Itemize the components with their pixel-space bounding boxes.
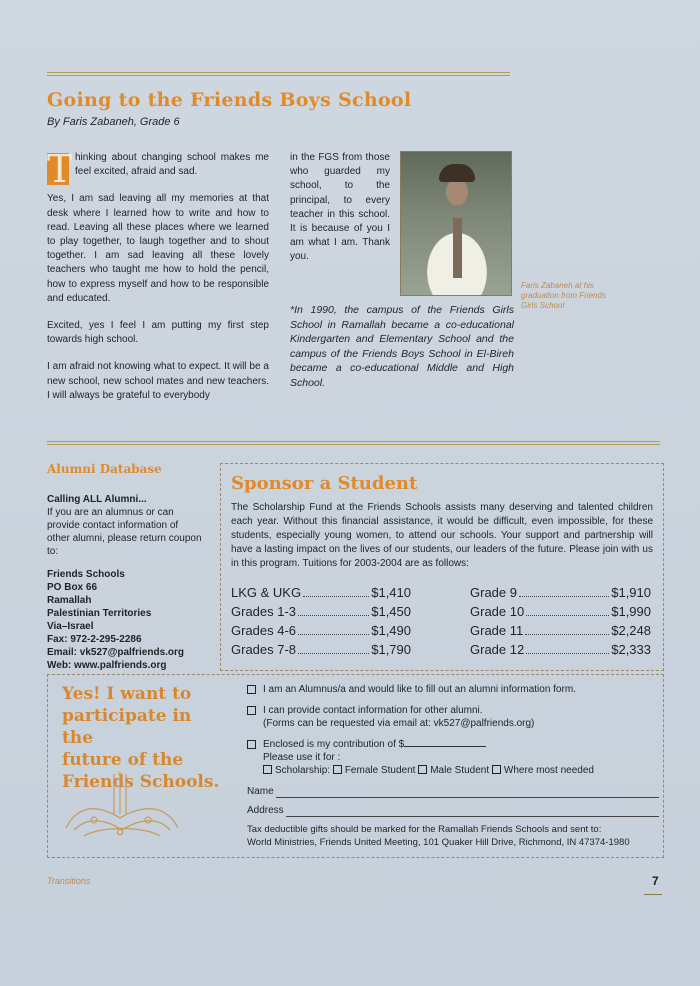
tuition-row: Grade 11 $2,248 xyxy=(470,623,651,638)
address-line: Via–Israel xyxy=(47,621,94,632)
tax-address: World Ministries, Friends United Meeting, 101 Quaker Hill Drive, Richmond, IN 47374-1980 xyxy=(247,837,630,848)
article-paragraph: T hinking about changing school makes me feel excited, afraid and sad. xyxy=(47,147,269,191)
alumni-body: If you are an alumnus or can provide contact information of other alumni, please return coupon to: xyxy=(47,507,202,557)
checkbox[interactable] xyxy=(247,740,256,749)
drop-cap: T xyxy=(47,147,73,191)
tax-note: Tax deductible gifts should be marked for the Ramallah Friends Schools and sent to: xyxy=(247,824,602,835)
page-number: 7 xyxy=(652,874,659,888)
tuition-row: Grade 9 $1,910 xyxy=(470,585,651,600)
campus-footnote: *In 1990, the campus of the Friends Girls School in Ramallah became a co-educational Kindergarten and Elementary School and the campus of the Friends Boys School in El-Bireh became a co-educational Middle and High School. xyxy=(290,304,514,389)
address-field[interactable]: Address xyxy=(247,804,659,817)
name-field[interactable]: Name xyxy=(247,785,659,798)
calligraphy-emblem xyxy=(60,770,184,842)
tuition-list-right xyxy=(470,583,651,659)
tuition-row: Grade 10 $1,990 xyxy=(470,604,651,619)
address-line: Friends Schools xyxy=(47,569,125,580)
article-col-left xyxy=(47,147,269,416)
address-line: Palestinian Territories xyxy=(47,608,152,619)
tuition-row: Grades 7-8 $1,790 xyxy=(231,642,411,657)
web-line[interactable]: Web: www.palfriends.org xyxy=(47,660,167,671)
alumni-calling: Calling ALL Alumni... xyxy=(47,494,147,505)
address-line: Ramallah xyxy=(47,595,92,606)
tuition-row: Grade 12 $2,333 xyxy=(470,642,651,657)
tuition-row: LKG & UKG $1,410 xyxy=(231,585,411,600)
alumni-database xyxy=(47,493,202,672)
article-paragraph: Excited, yes I feel I am putting my first step towards high school. xyxy=(47,320,269,346)
participate-heading: Yes! I want to participate in the future of the Friends Schools. xyxy=(62,684,220,792)
article-col-right xyxy=(290,151,390,278)
checkbox-needed[interactable] xyxy=(492,765,501,774)
sponsor-body: The Scholarship Fund at the Friends Schools assists many deserving and talented children each year. Without this financial assistance, it would be difficult, even impossible, for these students, especially young women, to attend our schools. Your support and partnership will have a lasting impact on the lives of our students, our leaders of the future. Please join with us in this program. Tuitions for 2003-2004 are as follows: xyxy=(231,502,653,569)
alumni-heading: Alumni Database xyxy=(47,462,162,476)
article-paragraph: in the FGS from those who guarded my school, to the principal, to every teacher in this school. It is because of you I am what I am. Thank you. xyxy=(290,152,390,263)
coupon-form xyxy=(247,683,659,849)
checkbox-female[interactable] xyxy=(333,765,342,774)
contribution-option[interactable]: Enclosed is my contribution of $ Please use it for : Scholarship: Female Student Male Student Where most needed xyxy=(247,738,659,777)
checkbox[interactable] xyxy=(247,685,256,694)
article-byline: By Faris Zabaneh, Grade 6 xyxy=(47,116,180,128)
article-title: Going to the Friends Boys School xyxy=(47,89,412,111)
top-rule xyxy=(47,72,510,76)
publication-name: Transitions xyxy=(47,876,91,886)
email-line[interactable]: Email: vk527@palfriends.org xyxy=(47,647,185,658)
student-photo xyxy=(400,151,512,296)
section-rule xyxy=(47,441,660,445)
sponsor-heading: Sponsor a Student xyxy=(231,473,418,494)
alumni-form-option[interactable]: I am an Alumnus/a and would like to fill out an alumni information form. xyxy=(247,683,659,696)
page-number-rule xyxy=(644,894,662,895)
checkbox[interactable] xyxy=(247,706,256,715)
tuition-row: Grades 1-3 $1,450 xyxy=(231,604,411,619)
tuition-list-left xyxy=(231,583,411,659)
fax-line: Fax: 972-2-295-2286 xyxy=(47,634,142,645)
address-line: PO Box 66 xyxy=(47,582,98,593)
contact-info-option[interactable]: I can provide contact information for other alumni. (Forms can be requested via email at: vk527@palfriends.org) xyxy=(247,704,659,730)
article-paragraph: Yes, I am sad leaving all my memories at that desk where I learned how to write and how to read. Leaving all these places where we learned to play together, to laugh together and to shout together. I am sad leaving all these lovely teachers who taught me how to hold the pencil, how to express myself and how to be responsible and educated. xyxy=(47,193,269,304)
checkbox-male[interactable] xyxy=(418,765,427,774)
photo-caption: Faris Zabaneh at his graduation from Friends Girls School xyxy=(521,281,606,310)
tuition-row: Grades 4-6 $1,490 xyxy=(231,623,411,638)
checkbox[interactable] xyxy=(263,765,272,774)
article-paragraph: I am afraid not knowing what to expect. It will be a new school, new school mates and new teachers. I will always be grateful to everybody xyxy=(47,361,269,401)
